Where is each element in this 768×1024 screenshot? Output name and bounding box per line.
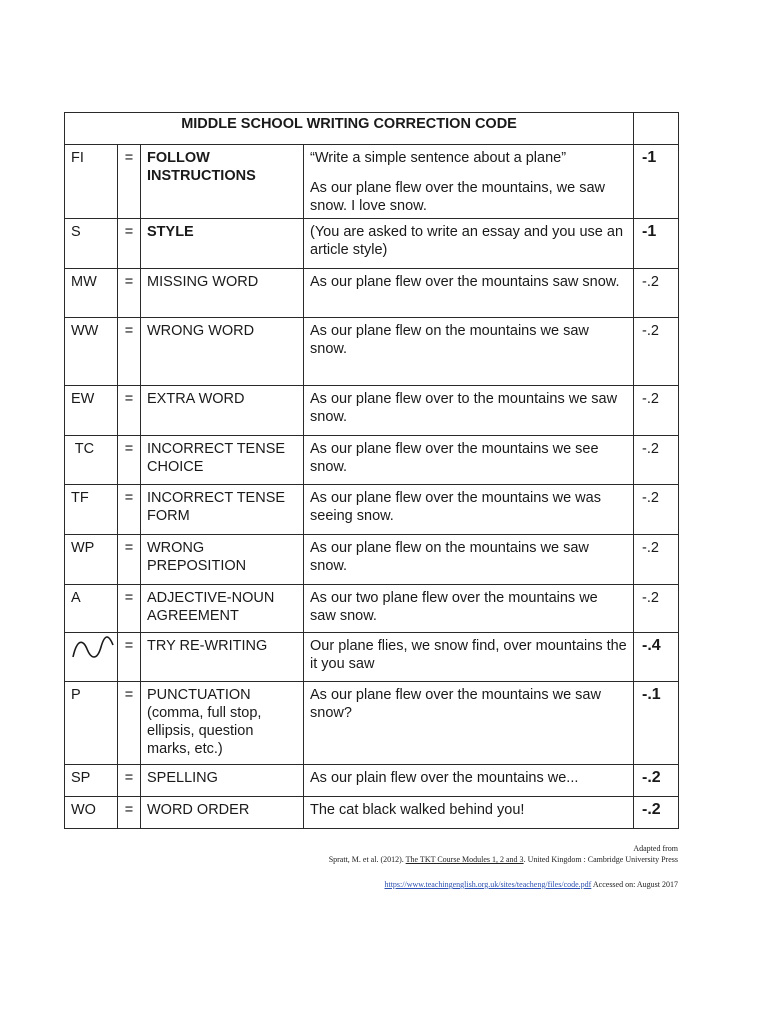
code-cell: FI	[65, 145, 118, 219]
points-cell: -.2	[634, 765, 679, 797]
table-row	[65, 269, 679, 318]
citation-title: The TKT Course Modules 1, 2 and 3	[405, 855, 524, 864]
equals-cell: =	[118, 436, 141, 485]
example-text: As our plane flew over to the mountains we saw snow.	[310, 391, 618, 425]
meaning-cell: WRONG PREPOSITION	[141, 535, 304, 585]
source-line	[384, 880, 678, 890]
points-cell: -1	[634, 219, 679, 269]
code-cell: TC	[65, 436, 118, 485]
meaning-cell: WORD ORDER	[141, 797, 304, 829]
example-cell	[304, 535, 634, 585]
example-text: As our plane flew over the mountains we saw snow?	[310, 687, 601, 721]
example-text: The cat black walked behind you!	[310, 802, 525, 818]
example-text: As our two plane flew over the mountains we saw snow.	[310, 590, 598, 624]
correction-code-table	[64, 112, 679, 829]
table-row	[65, 145, 679, 219]
example-text: (You are asked to write an essay and you use an article style)	[310, 224, 624, 258]
table-title: MIDDLE SCHOOL WRITING CORRECTION CODE	[65, 113, 634, 145]
header-empty-cell	[634, 113, 679, 145]
example-cell	[304, 585, 634, 633]
meaning-cell: ADJECTIVE-NOUN AGREEMENT	[141, 585, 304, 633]
example-cell	[304, 485, 634, 535]
code-cell: WO	[65, 797, 118, 829]
meaning-cell: EXTRA WORD	[141, 386, 304, 436]
code-cell: TF	[65, 485, 118, 535]
source-link[interactable]: https://www.teachingenglish.org.uk/sites/teacheng/files/code.pdf	[384, 880, 592, 889]
table-row	[65, 535, 679, 585]
table-row	[65, 219, 679, 269]
example-cell	[304, 797, 634, 829]
points-cell: -.2	[634, 436, 679, 485]
code-cell: MW	[65, 269, 118, 318]
citation-authors: Spratt, M. et al. (2012).	[328, 855, 406, 864]
citation	[329, 855, 678, 865]
example-cell	[304, 145, 634, 219]
code-cell	[65, 633, 118, 682]
points-cell: -.2	[634, 535, 679, 585]
equals-cell: =	[118, 765, 141, 797]
wavy-line-icon	[71, 635, 111, 661]
example-text: As our plane flew over the mountains we see snow.	[310, 441, 599, 475]
equals-cell: =	[118, 219, 141, 269]
example-text: As our plane flew on the mountains we saw snow.	[310, 323, 589, 357]
table-row	[65, 765, 679, 797]
equals-cell: =	[118, 485, 141, 535]
example-cell	[304, 318, 634, 386]
code-cell: P	[65, 682, 118, 765]
example-text: “Write a simple sentence about a plane”	[310, 150, 567, 166]
meaning-cell: WRONG WORD	[141, 318, 304, 386]
table-header-row	[65, 113, 679, 145]
points-cell: -1	[634, 145, 679, 219]
equals-cell: =	[118, 145, 141, 219]
example-cell	[304, 386, 634, 436]
points-cell: -.2	[634, 386, 679, 436]
citation-publisher: . United Kingdom : Cambridge University Press	[523, 855, 678, 864]
equals-cell: =	[118, 535, 141, 585]
meaning-cell: FOLLOW INSTRUCTIONS	[141, 145, 304, 219]
example-text: As our plain flew over the mountains we...	[310, 770, 579, 786]
code-cell: S	[65, 219, 118, 269]
table-row	[65, 585, 679, 633]
table-row	[65, 633, 679, 682]
code-cell: A	[65, 585, 118, 633]
example-text: As our plane flew over the mountains we was seeing snow.	[310, 490, 601, 524]
example-cell	[304, 765, 634, 797]
example-cell	[304, 633, 634, 682]
example-cell	[304, 682, 634, 765]
meaning-cell: TRY RE-WRITING	[141, 633, 304, 682]
equals-cell: =	[118, 682, 141, 765]
table-row	[65, 436, 679, 485]
equals-cell: =	[118, 797, 141, 829]
meaning-cell: INCORRECT TENSE FORM	[141, 485, 304, 535]
adapted-from: Adapted from	[633, 844, 678, 853]
code-cell: WP	[65, 535, 118, 585]
table-row	[65, 682, 679, 765]
points-cell: -.2	[634, 585, 679, 633]
meaning-cell: MISSING WORD	[141, 269, 304, 318]
example-text: As our plane flew over the mountains saw snow.	[310, 274, 620, 290]
points-cell: -.2	[634, 797, 679, 829]
example-cell	[304, 219, 634, 269]
code-cell: SP	[65, 765, 118, 797]
equals-cell: =	[118, 633, 141, 682]
meaning-cell: STYLE	[141, 219, 304, 269]
equals-cell: =	[118, 318, 141, 386]
example-cell	[304, 269, 634, 318]
equals-cell: =	[118, 269, 141, 318]
code-cell: WW	[65, 318, 118, 386]
points-cell: -.2	[634, 485, 679, 535]
example-text: As our plane flew on the mountains we saw snow.	[310, 540, 589, 574]
example-text-2: As our plane flew over the mountains, we saw snow. I love snow.	[310, 180, 605, 214]
table-row	[65, 386, 679, 436]
points-cell: -.1	[634, 682, 679, 765]
meaning-cell: INCORRECT TENSE CHOICE	[141, 436, 304, 485]
points-cell: -.2	[634, 318, 679, 386]
meaning-cell: SPELLING	[141, 765, 304, 797]
code-cell: EW	[65, 386, 118, 436]
table-row	[65, 797, 679, 829]
table-row	[65, 318, 679, 386]
example-cell	[304, 436, 634, 485]
example-text: Our plane flies, we snow find, over mountains the it you saw	[310, 638, 627, 672]
table-row	[65, 485, 679, 535]
accessed-date: Accessed on: August 2017	[591, 880, 678, 889]
equals-cell: =	[118, 386, 141, 436]
points-cell: -.4	[634, 633, 679, 682]
equals-cell: =	[118, 585, 141, 633]
meaning-cell: PUNCTUATION (comma, full stop, ellipsis, question marks, etc.)	[141, 682, 304, 765]
points-cell: -.2	[634, 269, 679, 318]
